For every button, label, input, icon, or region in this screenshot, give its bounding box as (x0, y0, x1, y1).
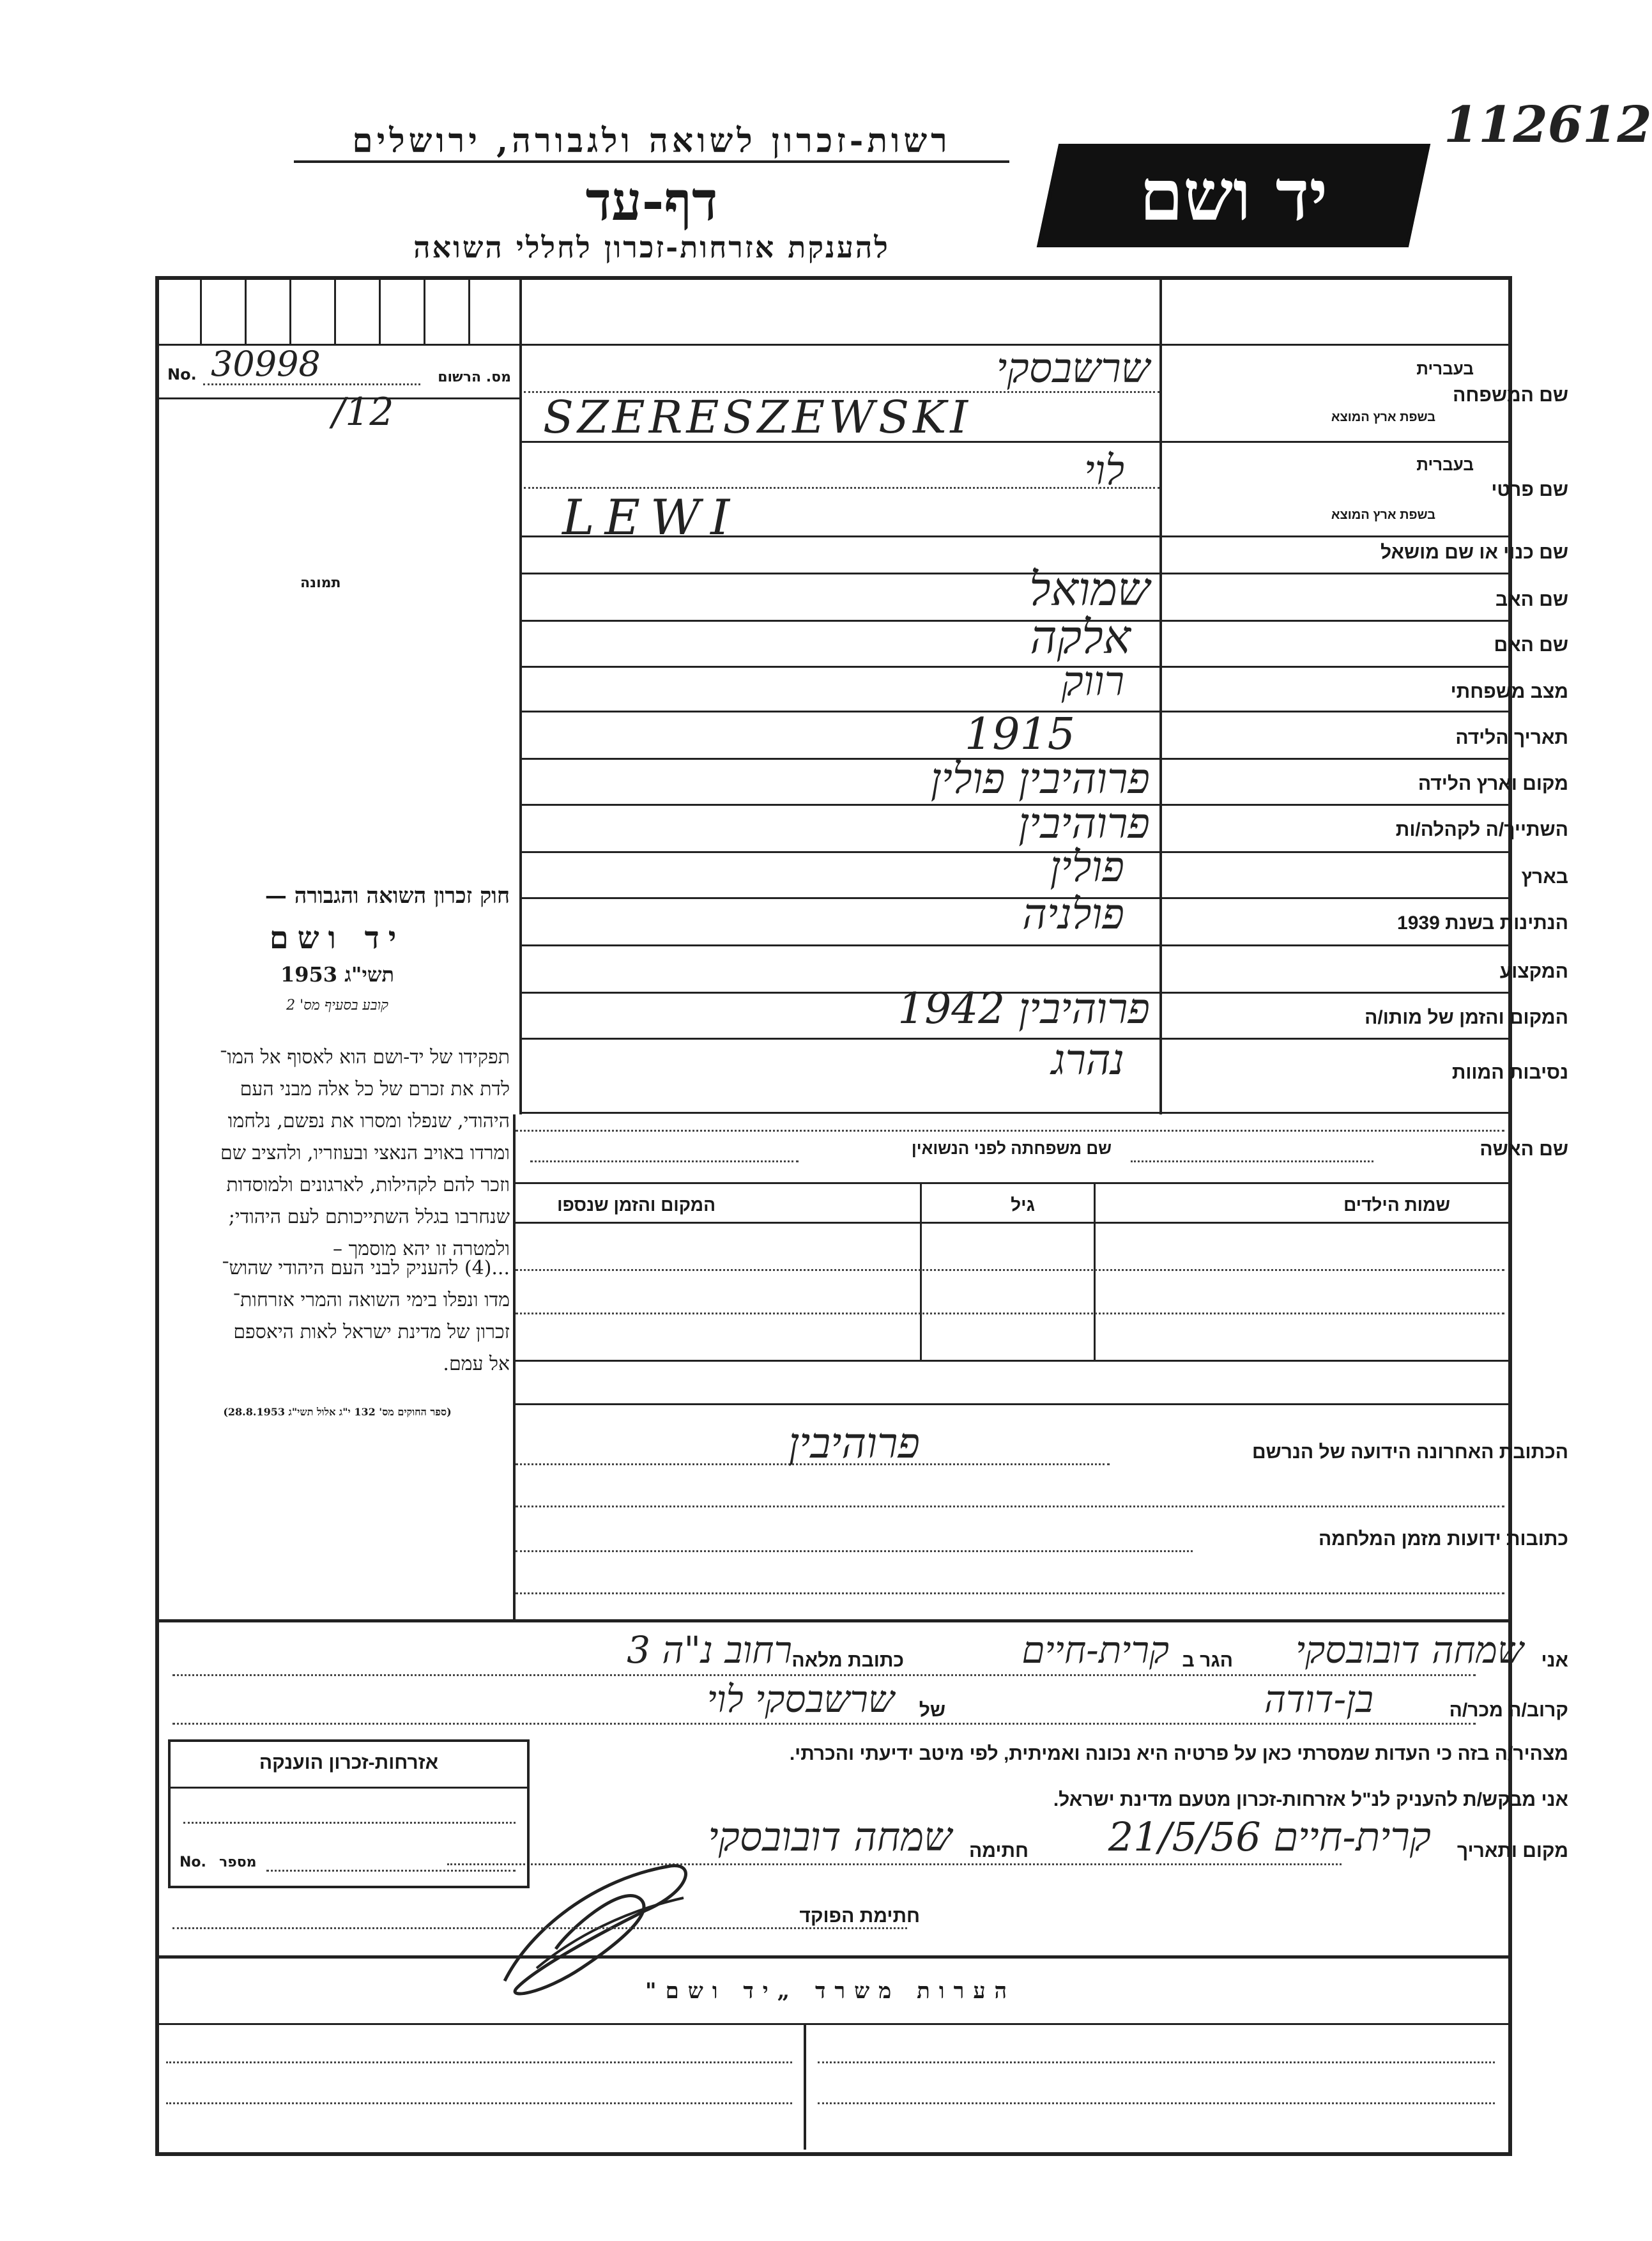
father-name-value: שמואל (1029, 562, 1150, 616)
first-name-hebrew-value: לוי (1083, 447, 1124, 495)
registration-no-prefix: No. (167, 366, 197, 383)
birth-date-label: תאריך הלידה (1455, 727, 1568, 748)
law-name: יד ושם (269, 920, 406, 956)
family-name-label: שם המשפחה (1453, 385, 1568, 406)
signature-value: שמחה דובובסקי (708, 1814, 952, 1860)
relative-value: בן-דודה (1264, 1677, 1373, 1721)
grant-number-label: מספר (219, 1854, 257, 1870)
birth-place-value: פרוהיבין פולין (930, 754, 1150, 803)
citizenship-value: פולניה (1022, 889, 1124, 939)
marital-status-value: רווק (1061, 658, 1124, 705)
mother-name-label: שם האם (1494, 635, 1568, 656)
last-address-label: הכתובת האחרונה הידועה של הנרשם (1251, 1442, 1568, 1463)
place-date-label: מקום ותאריך (1457, 1840, 1568, 1861)
nickname-label: שם כנוי או שם מושאל (1380, 542, 1568, 563)
officer-signature-label: חתימת הפוקד (799, 1906, 920, 1927)
family-name-hebrew-value: שרשבסקי (996, 345, 1150, 392)
mother-name-value: אלקה (1030, 610, 1131, 664)
full-address-value: רחוב נ"ה 3 (627, 1628, 792, 1672)
birth-place-label: מקום וארץ הלידה (1418, 773, 1568, 794)
death-place-time-value: פרוהיבין 1942 (898, 984, 1150, 1033)
first-name-hebrew-sub: בעברית (1416, 455, 1474, 474)
grant-no-prefix: No. (180, 1854, 206, 1870)
family-name-origin-value: SZERESZEWSKI (543, 391, 972, 443)
form-subtitle: להענקת אזרחות-זכרון לחללי השואה (413, 230, 890, 265)
resides-label: הגר ב (1182, 1650, 1233, 1671)
children-age-header: גיל (1011, 1195, 1035, 1215)
relative-of-value: שרשבסקי לוי (707, 1677, 894, 1721)
death-circumstances-label: נסיבות המוות (1451, 1062, 1568, 1083)
children-names-header: שמות הילדים (1343, 1195, 1450, 1215)
family-name-hebrew-sub: בעברית (1416, 359, 1474, 378)
authority-title: רשות-זכרון לשואה ולגבורה, ירושלים (294, 121, 1009, 163)
declaration-statement: מצהיר/ה בזה כי העדות שמסרתי כאן על פרטיה היא נכונה ואמיתית, לפי מיטב ידיעתי והכרתי. (789, 1743, 1568, 1764)
law-paragraph-1: תפקידו של יד-ושם הוא לאסוף אל המו־ לדת את זכרם של כל אלה מבני העם היהודי, שנפלו ומסרו את נפשם, נלחמו ומרדו באויב הנאצי ובעוזריו, ולהציב שם וזכר להם לקהילות, לארגונים ולמוסדות שנחרבו בגלל השתייכותם לעם היהודי; ולמטרה זו יהא מוסמך – (219, 1046, 510, 1260)
country-value: פולין (1050, 842, 1124, 891)
grant-box (168, 1739, 530, 1888)
grant-box-title: אזרחות-זכרון הוענקה (259, 1752, 439, 1773)
citizenship-label: הנתינות בשנת 1939 (1397, 913, 1568, 934)
first-name-label: שם פרטי (1491, 479, 1568, 500)
relative-of-label: של (919, 1700, 945, 1721)
remarks-title: הערות משרד „יד ושם" (645, 1978, 1016, 2004)
full-address-label: כתובת מלאה (792, 1650, 904, 1671)
first-name-origin-sub: בשפת ארץ המוצא (1331, 508, 1435, 522)
logo-text: יד ושם (1139, 154, 1328, 236)
children-place-time-header: המקום והזמן שנספו (557, 1195, 715, 1215)
place-date-value: קרית-חיים 21/5/56 (1108, 1814, 1431, 1860)
profession-label: המקצוע (1499, 961, 1568, 982)
community-value: פרוהיבין (1018, 799, 1150, 848)
registration-label: מס. הרשום (438, 369, 511, 385)
death-circumstances-value: נהרג (1051, 1035, 1124, 1084)
relative-label: קרוב/ה מכר/ה (1449, 1700, 1568, 1721)
law-source: (ספר החוקים מס' 132 י"ג אלול תשי"ג 28.8.1953) (223, 1406, 452, 1418)
archive-number: 112612 (1444, 96, 1652, 154)
war-address-label: כתובות ידועות מזמן המלחמה (1318, 1529, 1568, 1550)
law-year: תשי"ג 1953 (280, 962, 394, 987)
wife-maiden-label: שם משפחתה לפני הנשואין (911, 1139, 1112, 1158)
death-place-time-label: המקום והזמן של מותו/ה (1365, 1007, 1568, 1028)
law-title: חוק זכרון השואה והגבורה — (264, 883, 510, 909)
form-title: דף-עד (585, 169, 718, 233)
last-address-value: פרוהיבין (788, 1419, 920, 1468)
wife-label: שם האשה (1480, 1139, 1568, 1160)
declaration-request: אני מבקש/ת להעניק לנ"ל אזרחות-זכרון מטעם מדינת ישראל. (1053, 1789, 1568, 1810)
photo-label: תמונה (300, 575, 341, 591)
community-label: השתייך/ה לקהלה/ות (1395, 819, 1568, 840)
father-name-label: שם האב (1495, 589, 1568, 610)
marital-status-label: מצב משפחתי (1450, 681, 1568, 702)
law-paragraph-2: ...(4) להעניק לבני העם היהודי שהוש־ מדו ונפלו בימי השואה והמרי אזרחות־ זכרון של מדינת ישראל לאות היאספם אל עמם. (221, 1257, 510, 1375)
birth-date-value: 1915 (965, 709, 1076, 760)
law-section: קובע בסעיף מס' 2 (286, 997, 388, 1013)
declarant-name: שמחה דובובסקי (1296, 1628, 1524, 1672)
yad-vashem-logo (1037, 144, 1430, 247)
registration-suffix: /12 (332, 390, 394, 435)
registration-number: 30998 (211, 344, 321, 384)
first-name-origin-value: LEWI (562, 489, 740, 546)
family-name-origin-sub: בשפת ארץ המוצא (1331, 410, 1435, 424)
signature-label: חתימה (968, 1840, 1029, 1861)
declaration-i-label: אני (1541, 1650, 1568, 1671)
resides-value: קרית-חיים (1021, 1628, 1169, 1672)
country-label: בארץ (1521, 866, 1568, 888)
